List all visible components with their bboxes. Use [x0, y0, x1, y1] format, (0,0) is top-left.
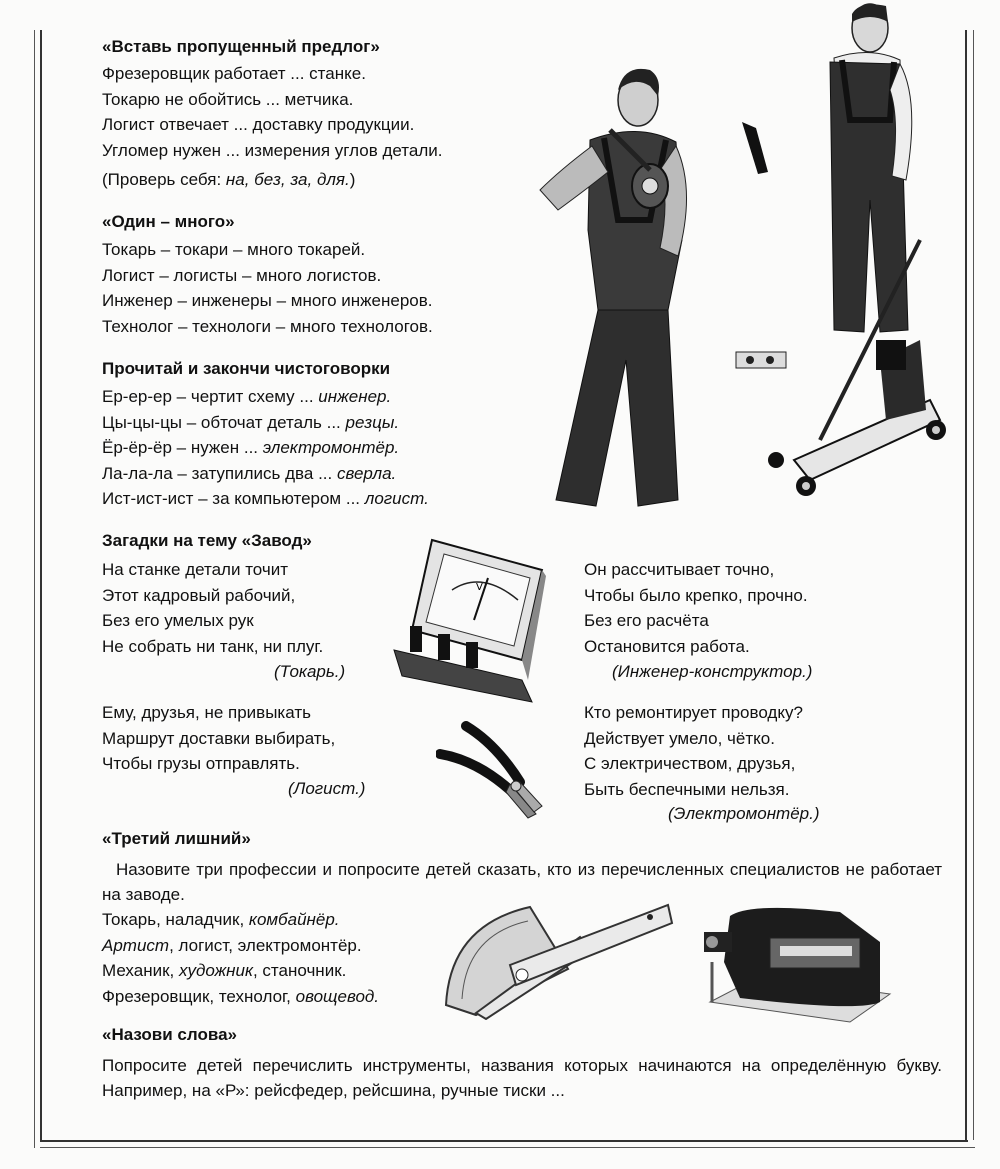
section-title-tongue-twisters: Прочитай и закончи чистоговорки	[102, 359, 391, 378]
odd-row: Токарь, наладчик, комбайнёр.	[102, 910, 340, 929]
check-line: (Проверь себя: на, без, за, для.)	[102, 170, 356, 189]
exercise-line: Инженер – инженеры – много инженеров.	[102, 291, 433, 310]
worker-with-jack-icon	[730, 0, 960, 500]
exercise-line: Токарь – токари – много токарей.	[102, 240, 366, 259]
riddle-electrician: Кто ремонтирует проводку? Действует умело, чётко. С электричеством, друзья, Быть беспечными нельзя.	[584, 703, 803, 799]
riddle-answer: (Токарь.)	[274, 662, 346, 681]
section-title-riddles: Загадки на тему «Завод»	[102, 531, 312, 550]
name-words-text: Попросите детей перечислить инструменты, названия которых начинаются на определённую букву. Например, на «Р»: рейсфедер, рейсшина, ручные тиски ...	[102, 1056, 942, 1100]
riddle-answer: (Инженер-конструктор.)	[612, 662, 813, 681]
frame-line	[40, 1140, 968, 1142]
svg-text:V: V	[476, 582, 483, 593]
twister-line: Ер-ер-ер – чертит схему ... инженер.	[102, 387, 392, 406]
odd-one-out-intro: Назовите три профессии и попросите детей сказать, кто из перечисленных специалистов не работает на заводе.	[102, 860, 942, 904]
exercise-line: Технолог – технологи – много технологов.	[102, 316, 433, 336]
section-title-prepositions: «Вставь пропущенный предлог»	[102, 37, 380, 56]
odd-one-out-list	[102, 907, 379, 1009]
frame-line	[40, 1147, 975, 1148]
riddle-logist: Ему, друзья, не привыкать Маршрут доставки выбирать, Чтобы грузы отправлять.	[102, 703, 336, 773]
one-many-list	[102, 237, 433, 339]
exercise-line: Логист – логисты – много логистов.	[102, 265, 382, 285]
twister-line: Ла-ла-ла – затупились два ... сверла.	[102, 463, 397, 483]
exercise-line: Угломер нужен ... измерения углов детали.	[102, 140, 443, 160]
frame-line	[34, 30, 35, 1148]
twister-line: Ист-ист-ист – за компьютером ... логист.	[102, 489, 429, 508]
frame-line	[973, 30, 974, 1140]
riddle-lathe: На станке детали точит Этот кадровый рабочий, Без его умелых рук Не собрать ни танк, ни плуг.	[102, 560, 324, 656]
check-answers: на, без, за, для.	[225, 170, 350, 189]
voltmeter-icon	[392, 530, 552, 710]
frame-line	[40, 30, 42, 1140]
worker-with-part-icon	[500, 60, 700, 510]
protractor-icon	[440, 895, 675, 1020]
twister-line: Ёр-ёр-ёр – нужен ... электромонтёр.	[102, 438, 400, 457]
riddle-answer: (Логист.)	[288, 779, 366, 798]
exercise-line: Токарю не обойтись ... метчика.	[102, 89, 354, 109]
odd-row: Фрезеровщик, технолог, овощевод.	[102, 986, 380, 1006]
section-title-odd-one-out: «Третий лишний»	[102, 829, 251, 848]
frame-line	[965, 30, 967, 1140]
riddle-answer: (Электромонтёр.)	[668, 804, 820, 823]
machine-vise-icon	[700, 902, 895, 1027]
section-title-name-words: «Назови слова»	[102, 1025, 237, 1044]
odd-row: Механик, художник, станочник.	[102, 961, 347, 980]
riddle-engineer: Он рассчитывает точно, Чтобы было крепко, прочно. Без его расчёта Остановится работа.	[584, 560, 808, 656]
exercise-line: Логист отвечает ... доставку продукции.	[102, 115, 415, 134]
section-title-one-many: «Один – много»	[102, 212, 235, 231]
exercise-line: Фрезеровщик работает ... станке.	[102, 64, 366, 83]
tongue-twisters-list	[102, 384, 429, 512]
prepositions-list	[102, 61, 442, 193]
twister-line: Цы-цы-цы – обточат деталь ... резцы.	[102, 412, 400, 432]
odd-row: Артист, логист, электромонтёр.	[102, 935, 362, 955]
pliers-icon	[436, 720, 546, 820]
